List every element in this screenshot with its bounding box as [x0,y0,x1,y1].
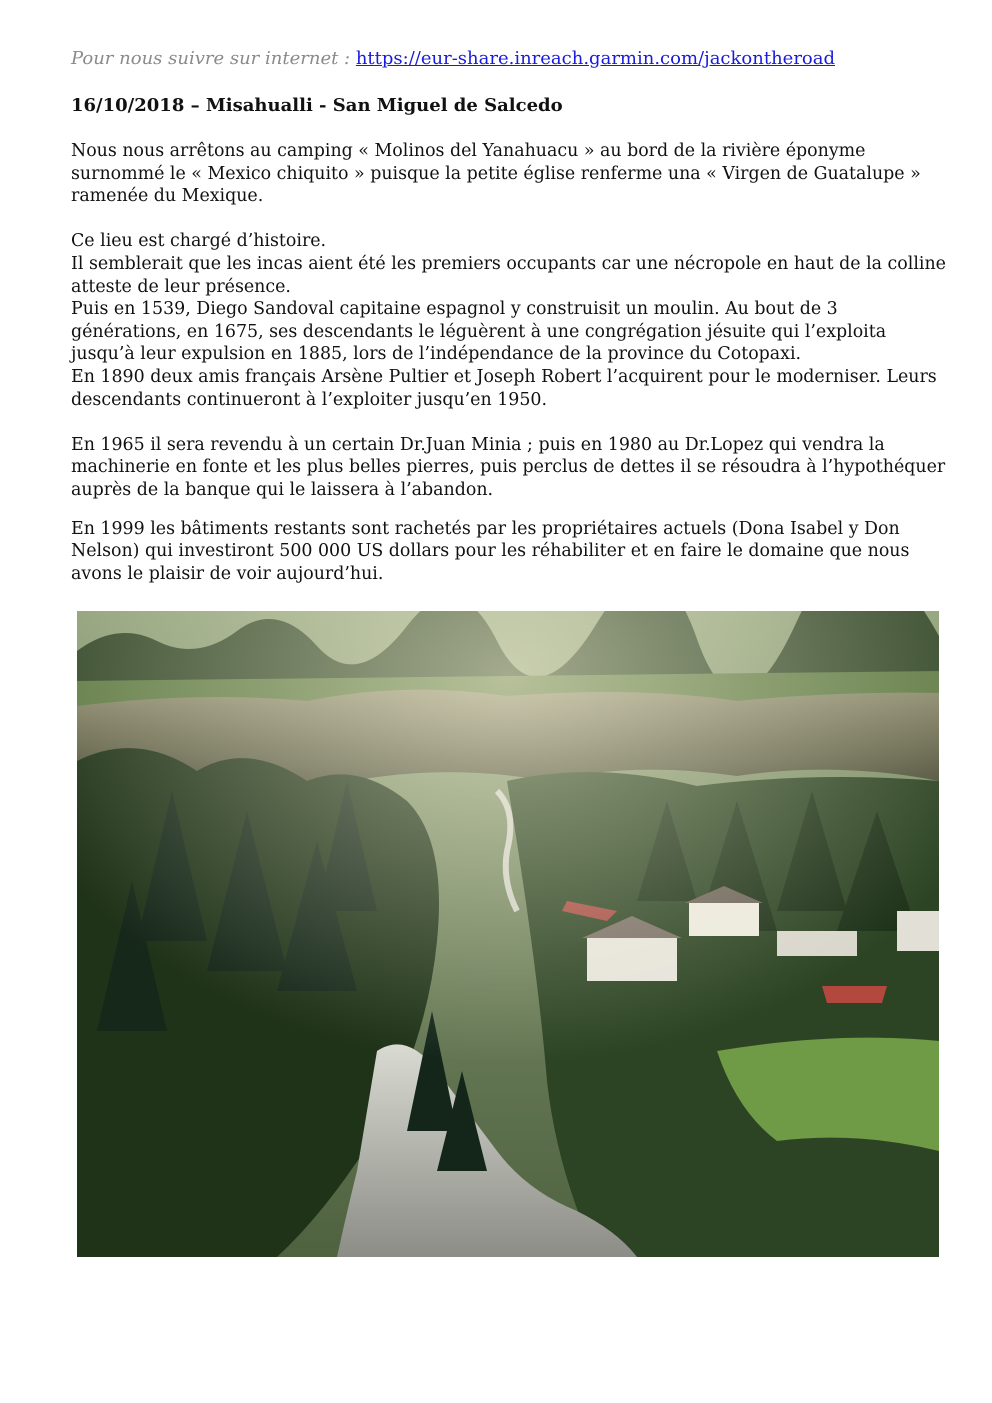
paragraph-camping: Nous nous arrêtons au camping « Molinos del Yanahuacu » au bord de la rivière éponyme surnommé le « Mexico chiquito » puisque la petite église renferme una « Virgen de Guatalupe » ramenée du Mexique. [71,141,921,207]
paragraph-1999: En 1999 les bâtiments restants sont rachetés par les propriétaires actuels (Dona Isabel y Don Nelson) qui investiront 500 000 US dollars pour les réhabiliter et en faire le domaine que nous avons le plaisir de voir aujourd’hui. [71,518,910,584]
paragraph-history-incas: Il semblerait que les incas aient été les premiers occupants car une nécropole en haut de la colline atteste de leur présence. [71,253,946,297]
article-body [71,140,946,585]
follow-line [71,47,951,71]
paragraph-history-1539: Puis en 1539, Diego Sandoval capitaine espagnol y construisit un moulin. Au bout de 3 générations, en 1675, ses descendants le léguèrent à une congrégation jésuite qui l’exploita jusqu’à leur expulsion en 1885, lors de l’indépendance de la province du Cotopaxi. [71,299,887,365]
paragraph-history-intro: Ce lieu est chargé d’histoire. [71,231,327,252]
follow-lead-text: Pour nous suivre sur internet : [71,48,356,69]
valley-photo-illustration [77,611,939,1257]
paragraph-history-1890: En 1890 deux amis français Arsène Pultier et Joseph Robert l’acquirent pour le moderniser. Leurs descendants continueront à l’exploiter jusqu’en 1950. [71,366,937,410]
tracking-link[interactable]: https://eur-share.inreach.garmin.com/jackontheroad [355,48,836,69]
valley-photo [77,611,939,1257]
paragraph-1965: En 1965 il sera revendu à un certain Dr.Juan Minia ; puis en 1980 au Dr.Lopez qui vendra la machinerie en fonte et les plus belles pierres, puis perclus de dettes il se résoudra à l’hypothéquer auprès de la banque qui le laissera à l’abandon. [71,434,946,500]
page-title: 16/10/2018 – Misahualli - San Miguel de Salcedo [71,95,563,116]
